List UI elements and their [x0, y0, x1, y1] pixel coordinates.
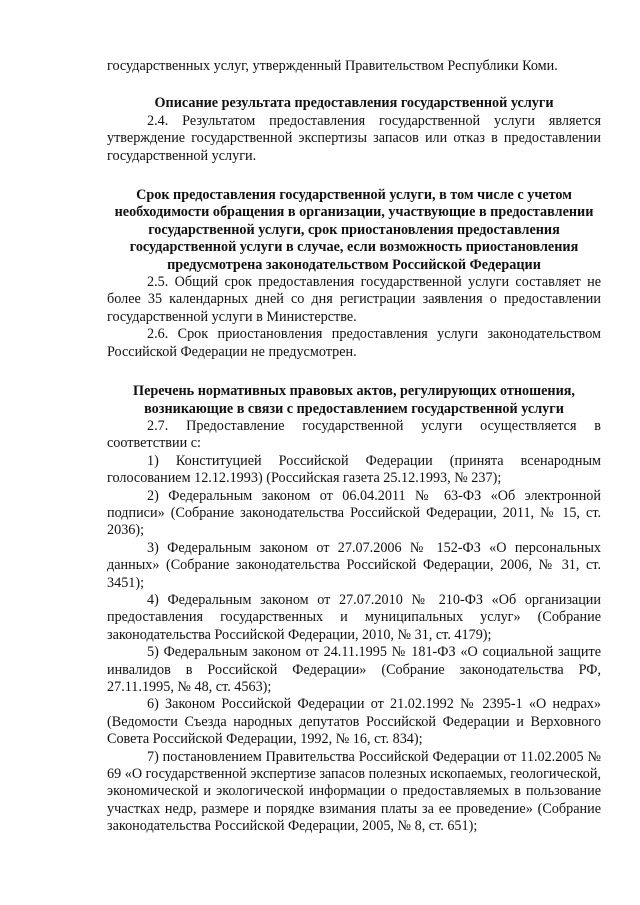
- spacer: [107, 361, 601, 383]
- paragraph-2-7: 2.7. Предоставление государственной услуги осуществляется в соответствии с:: [107, 417, 601, 452]
- section-heading-term: Срок предоставления государственной услуги, в том числе с учетом необходимости обращения в организации, участвующие в предоставлении государственной услуги, срок приостановления предоставления государственной услуги в случае, если возможность приостановления предусмотрена законодательством Российской Федерации: [114, 187, 594, 273]
- paragraph-2-4: 2.4. Результатом предоставления государственной услуги является утверждение государственной экспертизы запасов или отказ в предоставлении государственной услуги.: [107, 112, 601, 164]
- legal-act-item: 5) Федеральным законом от 24.11.1995 № 181-ФЗ «О социальной защите инвалидов в Российской Федерации» (Собрание законодательства РФ, 27.11.1995, № 48, ст. 4563);: [107, 644, 601, 695]
- legal-act-item: 3) Федеральным законом от 27.07.2006 № 152-ФЗ «О персональных данных» (Собрание законодательства Российской Федерации, 2006, № 31, ст. 3451);: [107, 539, 601, 591]
- paragraph-2-5: 2.5. Общий срок предоставления государственной услуги составляет не более 35 календарных дней со дня регистрации заявления о предоставлении государственной услуги в Министерстве.: [107, 274, 601, 325]
- section-heading-legal-acts: Перечень нормативных правовых актов, регулирующих отношения, возникающие в связи с предоставлением государственной услуги: [133, 383, 575, 417]
- legal-act-item: 7) постановлением Правительства Российской Федерации от 11.02.2005 № 69 «О государственной экспертизе запасов полезных ископаемых, геологической, экономической и экологической информации о предоставляемых в пользование участках недр, размере и порядке взимания платы за ее проведение» (Собрание законодательства Российской Федерации, 2005, № 8, ст. 651);: [107, 748, 601, 835]
- spacer: [107, 75, 601, 95]
- intro-line: государственных услуг, утвержденный Правительством Республики Коми.: [107, 58, 558, 74]
- legal-act-item: 6) Законом Российской Федерации от 21.02.1992 № 2395-1 «О недрах» (Ведомости Съезда народных депутатов Российской Федерации и Верховного Совета Российской Федерации, 1992, № 16, ст. 834);: [107, 696, 601, 748]
- document-page: [107, 58, 601, 836]
- paragraph-2-6: 2.6. Срок приостановления предоставления услуги законодательством Российской Федерации не предусмотрен.: [107, 326, 601, 360]
- section-heading-result: Описание результата предоставления государственной услуги: [154, 95, 554, 112]
- spacer: [107, 165, 601, 187]
- legal-act-item: 4) Федеральным законом от 27.07.2010 № 210-ФЗ «Об организации предоставления государственных и муниципальных услуг» (Собрание законодательства Российской Федерации, 2010, № 31, ст. 4179);: [107, 591, 601, 643]
- legal-act-item: 2) Федеральным законом от 06.04.2011 № 63-ФЗ «Об электронной подписи» (Собрание законодательства Российской Федерации, 2011, № 15, ст. 2036);: [107, 487, 601, 539]
- legal-act-item: 1) Конституцией Российской Федерации (принята всенародным голосованием 12.12.1993) (Российская газета 25.12.1993, № 237);: [107, 452, 601, 487]
